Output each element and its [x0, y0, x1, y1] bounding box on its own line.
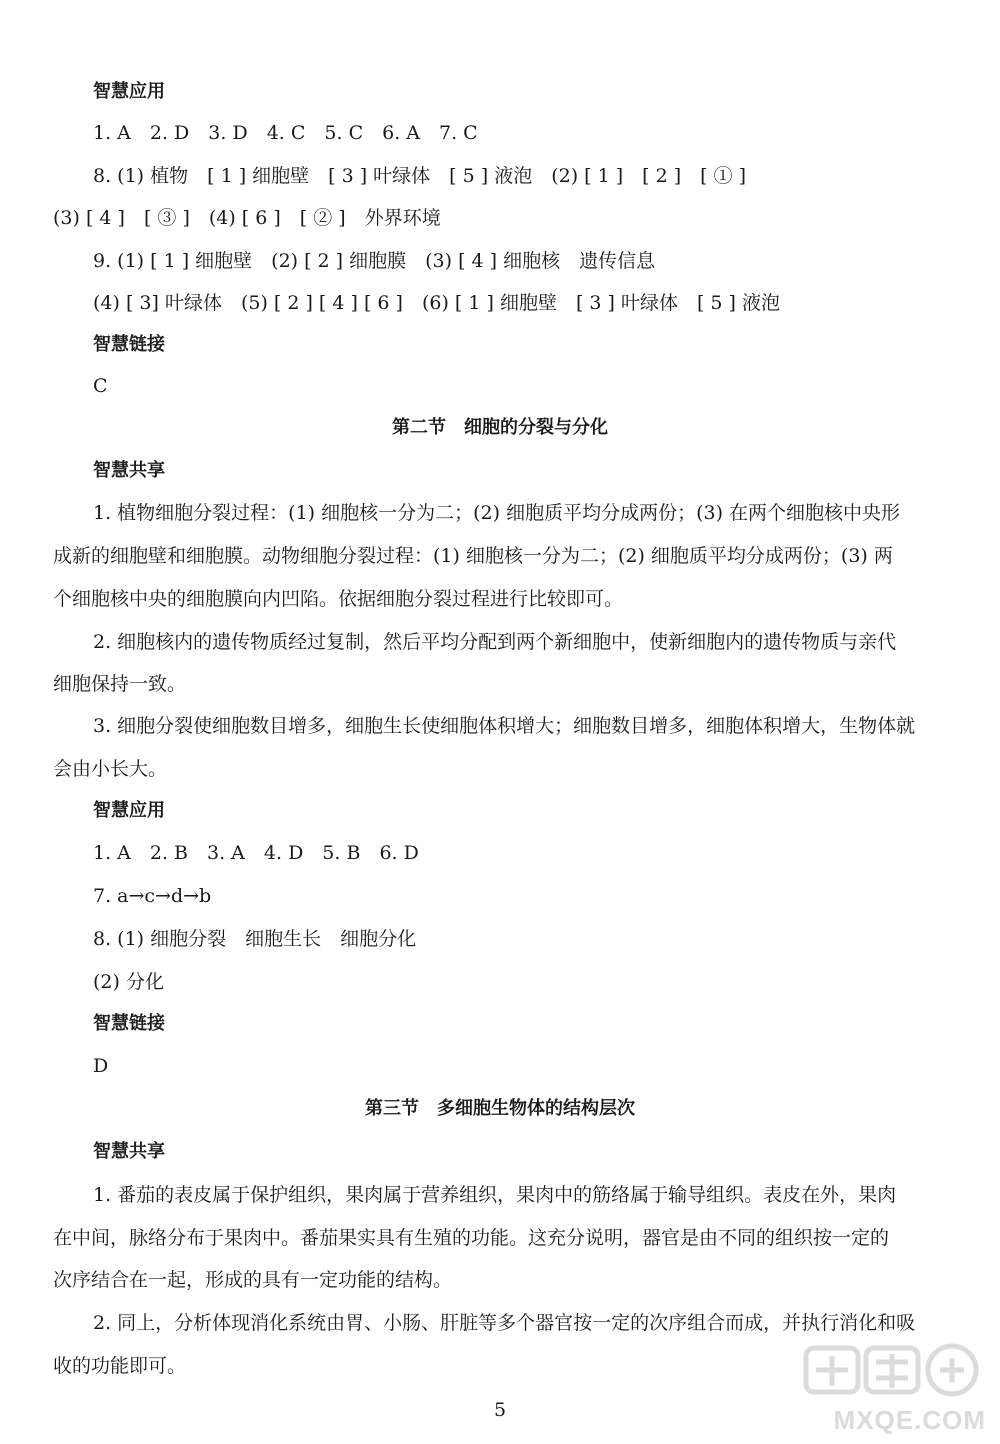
- text-line: 2. 同上，分析体现消化系统由胃、小肠、肝脏等多个器官按一定的次序组合而成，并执行消化和吸: [93, 1312, 916, 1334]
- watermark-logo: [796, 1340, 986, 1440]
- section-title: 第二节 细胞的分裂与分化: [392, 417, 608, 438]
- text-line-continued: 个细胞核中央的细胞膜向内凹陷。依据细胞分裂过程进行比较即可。: [53, 588, 624, 610]
- section-subheading: 智慧共享: [93, 1141, 165, 1162]
- text-line-continued: 收的功能即可。: [53, 1355, 187, 1377]
- text-line-continued: 次序结合在一起，形成的具有一定功能的结构。: [53, 1269, 453, 1291]
- page-number: 5: [493, 1399, 507, 1421]
- text-line-continued: 会由小长大。: [53, 758, 168, 780]
- section-subheading: 智慧应用: [93, 800, 165, 821]
- text-line: D: [93, 1055, 109, 1077]
- text-line: 1. A 2. B 3. A 4. D 5. B 6. D: [93, 842, 419, 864]
- text-line: 1. 番茄的表皮属于保护组织，果肉属于营养组织，果肉中的筋络属于输导组织。表皮在外，果肉: [93, 1184, 897, 1206]
- text-line: 7. a→c→d→b: [93, 885, 212, 907]
- section-title: 第三节 多细胞生物体的结构层次: [365, 1098, 635, 1119]
- text-line: 3. 细胞分裂使细胞数目增多，细胞生长使细胞体积增大；细胞数目增多，细胞体积增大，生物体就: [93, 715, 916, 737]
- text-line: C: [93, 375, 108, 397]
- section-subheading: 智慧链接: [93, 334, 165, 355]
- text-line-continued: 在中间，脉络分布于果肉中。番茄果实具有生殖的功能。这充分说明，器官是由不同的组织按一定的: [53, 1227, 890, 1249]
- text-line: 8. (1) 植物 [ 1 ] 细胞壁 [ 3 ] 叶绿体 [ 5 ] 液泡 (2) [ 1 ] [ 2 ] [ ① ]: [93, 165, 747, 187]
- answer-stamp-logo-icon: [802, 1340, 982, 1400]
- text-line: (4) [ 3] 叶绿体 (5) [ 2 ] [ 4 ] [ 6 ] (6) [ 1 ] 细胞壁 [ 3 ] 叶绿体 [ 5 ] 液泡: [93, 292, 781, 314]
- text-line: (2) 分化: [93, 971, 164, 993]
- text-line: 1. 植物细胞分裂过程：(1) 细胞核一分为二；(2) 细胞质平均分成两份；(3) 在两个细胞核中央形: [93, 502, 901, 524]
- text-line: 2. 细胞核内的遗传物质经过复制，然后平均分配到两个新细胞中，使新细胞内的遗传物质与亲代: [93, 631, 897, 653]
- text-line: 8. (1) 细胞分裂 细胞生长 细胞分化: [93, 928, 417, 950]
- watermark-text: MXQE.COM: [833, 1405, 986, 1435]
- section-subheading: 智慧共享: [93, 460, 165, 481]
- text-line-continued: 成新的细胞壁和细胞膜。动物细胞分裂过程：(1) 细胞核一分为二；(2) 细胞质平均分成两份；(3) 两: [53, 545, 893, 567]
- text-line-continued: (3) [ 4 ] [ ③ ] (4) [ 6 ] [ ② ] 外界环境: [53, 207, 441, 229]
- text-line: 9. (1) [ 1 ] 细胞壁 (2) [ 2 ] 细胞膜 (3) [ 4 ] 细胞核 遗传信息: [93, 250, 656, 272]
- section-subheading: 智慧链接: [93, 1013, 165, 1034]
- section-subheading: 智慧应用: [93, 81, 165, 102]
- text-line-continued: 细胞保持一致。: [53, 673, 187, 695]
- text-line: 1. A 2. D 3. D 4. C 5. C 6. A 7. C: [93, 122, 478, 144]
